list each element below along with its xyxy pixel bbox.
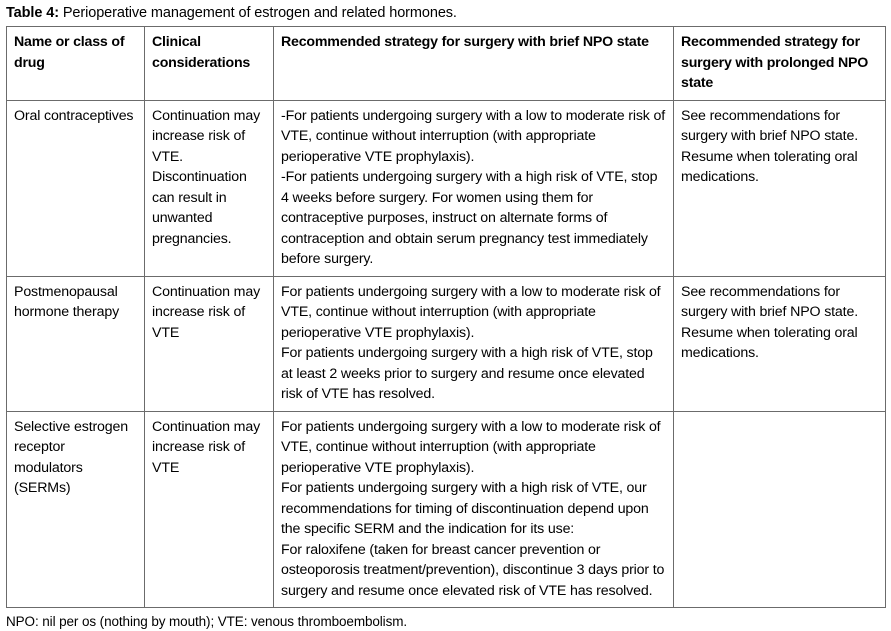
cell-paragraph: See recommendations for surgery with brief NPO state.	[681, 107, 858, 144]
cell-paragraph: For patients undergoing surgery with a high risk of VTE, stop at least 2 weeks prior to surgery and resume once elevated risk of VTE has resolved.	[281, 345, 653, 402]
cell-paragraph: For raloxifene (taken for breast cancer prevention or osteoporosis treatment/prevention), discontinue 3 days prior to surgery and resume once elevated risk of VTE has resolved.	[281, 541, 665, 599]
column-header-drug: Name or class of drug	[7, 27, 145, 101]
cell-drug	[7, 100, 145, 276]
column-header-clinical-considerations: Clinical considerations	[145, 27, 274, 101]
cell-paragraph: -For patients undergoing surgery with a low to moderate risk of VTE, continue without interruption (with appropriate perioperative VTE prophylaxis).	[281, 107, 666, 165]
table-body	[7, 100, 886, 608]
cell-clinical-considerations	[145, 411, 274, 608]
cell-prolonged-npo	[674, 276, 886, 411]
cell-paragraph: Continuation may increase risk of VTE	[152, 418, 261, 476]
table-caption	[0, 0, 891, 26]
table-footnote: NPO: nil per os (nothing by mouth); VTE: venous thromboembolism.	[6, 614, 408, 629]
column-header-prolonged-npo: Recommended strategy for surgery with prolonged NPO state	[674, 27, 886, 101]
column-header-brief-npo: Recommended strategy for surgery with brief NPO state	[274, 27, 674, 101]
cell-prolonged-npo	[674, 100, 886, 276]
cell-paragraph: Resume when tolerating oral medications.	[681, 148, 858, 185]
cell-clinical-considerations	[145, 276, 274, 411]
table-row	[7, 276, 886, 411]
cell-prolonged-npo	[674, 411, 886, 608]
cell-brief-npo	[274, 276, 674, 411]
table-header	[7, 27, 886, 101]
cell-paragraph: For patients undergoing surgery with a low to moderate risk of VTE, continue without interruption (with appropriate perioperative VTE prophylaxis).	[281, 418, 661, 476]
cell-paragraph: For patients undergoing surgery with a low to moderate risk of VTE, continue without interruption (with appropriate perioperative VTE prophylaxis).	[281, 283, 661, 341]
table-caption-text: Perioperative management of estrogen and related hormones.	[62, 5, 457, 21]
table-row	[7, 411, 886, 608]
cell-paragraph: Continuation may increase risk of VTE	[152, 283, 261, 341]
table-container	[0, 26, 891, 608]
cell-paragraph: See recommendations for surgery with brief NPO state.	[681, 283, 858, 320]
cell-paragraph: For patients undergoing surgery with a high risk of VTE, our recommendations for timing of discontinuation depend upon the specific SERM and the indication for its use:	[281, 480, 649, 537]
cell-paragraph: Postmenopausal hormone therapy	[14, 283, 120, 320]
table-header-row	[7, 27, 886, 101]
perioperative-management-table	[6, 26, 886, 608]
cell-brief-npo	[274, 411, 674, 608]
cell-paragraph: Oral contraceptives	[14, 107, 134, 124]
cell-paragraph: Selective estrogen receptor modulators (SERMs)	[14, 418, 129, 496]
cell-paragraph: Continuation may increase risk of VTE. Discontinuation can result in unwanted pregnancies.	[152, 107, 261, 247]
table-row	[7, 100, 886, 276]
cell-drug	[7, 411, 145, 608]
cell-paragraph: Resume when tolerating oral medications.	[681, 324, 858, 361]
cell-paragraph: -For patients undergoing surgery with a high risk of VTE, stop 4 weeks before surgery. For women using them for contraceptive purposes, instruct on alternate forms of contraception and obtain serum pregnancy test immediately before surgery.	[281, 169, 658, 267]
cell-drug	[7, 276, 145, 411]
cell-clinical-considerations	[145, 100, 274, 276]
table-caption-label: Table 4:	[6, 5, 59, 21]
cell-brief-npo	[274, 100, 674, 276]
